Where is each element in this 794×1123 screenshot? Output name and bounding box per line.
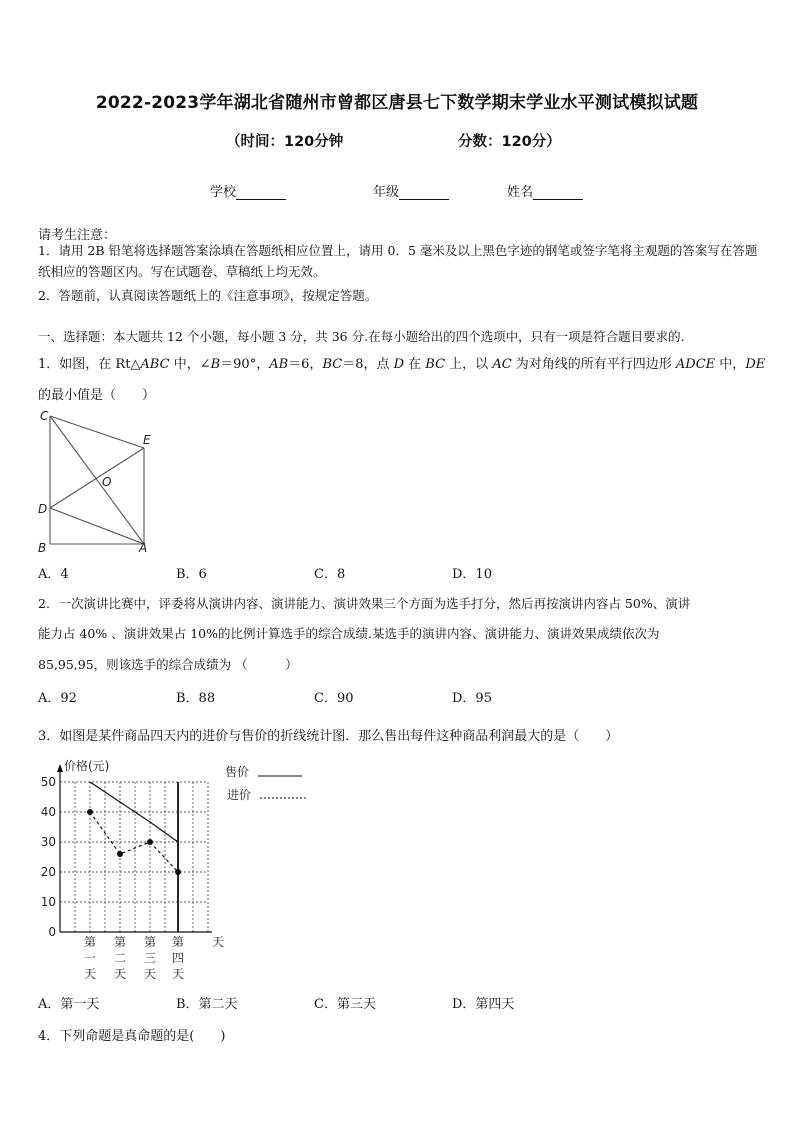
q1-option-c[interactable]: C．8 [314,567,346,582]
grade-blank[interactable] [399,186,449,200]
x-tick-label-char: 天 [83,967,97,981]
grade-label: 年级 [373,185,400,200]
q3-stem: 3．如图是某件商品四天内的进价与售价的折线统计图．那么售出每件这种商品利润最大的是（ ） [38,729,619,744]
section-heading: 一、选择题：本大题共 12 个小题，每小题 3 分，共 36 分.在每小题给出的四个选项中，只有一项是符合题目要求的. [38,329,685,344]
q1-stem-line1: 1．如图，在 Rt△ABC 中，∠B＝90°，AB＝6，BC＝8，点 D 在 BC 上，以 AC 为对角线的所有平行四边形 ADCE 中，DE [38,357,766,372]
q2-option-b[interactable]: B．88 [176,691,216,706]
y-tick-label: 0 [48,925,56,939]
notice-item-1: 1．请用 2B 铅笔将选择题答案涂填在答题纸相应位置上，请用 0．5 毫米及以上黑色字迹的钢笔或签字笔将主观题的答案写在答题纸相应的答题区内。写在试题卷、草稿纸上均无效。 [38,243,758,279]
q2-stem-line1: 2．一次演讲比赛中，评委将从演讲内容、演讲能力、演讲效果三个方面为选手打分，然后再按演讲内容占 50%、演讲 [38,596,691,611]
label-b: B [38,541,47,555]
y-axis-title: 价格(元) [64,759,110,773]
x-tick-label-char: 天 [171,967,185,981]
chart-grid [60,782,208,932]
notice-heading: 请考生注意： [38,228,117,243]
q2-option-d[interactable]: D．95 [452,691,492,706]
q1-option-b[interactable]: B．6 [176,567,207,582]
notice-item-2: 2．答题前，认真阅读答题纸上的《注意事项》，按规定答题。 [38,288,378,303]
exam-time: （时间：120分钟 [226,134,344,150]
q3-price-line-chart [30,752,330,984]
q4-stem: 4．下列命题是真命题的是( ) [38,1029,226,1044]
x-tick-label-char: 天 [143,967,157,981]
legend-label-cost: 进价 [227,788,252,802]
grade-field [373,181,449,200]
school-label: 学校 [210,185,237,200]
cost-point [87,809,93,815]
q3-option-a[interactable]: A．第一天 [38,997,100,1012]
school-blank[interactable] [236,186,286,200]
school-field [210,181,286,200]
x-tick-label-char: 第 [83,935,97,949]
q2-option-c[interactable]: C．90 [314,691,354,706]
label-d: D [38,502,48,516]
cost-point [175,869,181,875]
page-title: 2022-2023学年湖北省随州市曾都区唐县七下数学期末学业水平测试模拟试题 [95,93,699,113]
name-blank[interactable] [533,186,583,200]
segment-da [50,508,144,544]
name-field [507,181,583,200]
x-tick-label-char: 第 [113,935,127,949]
q3-option-b[interactable]: B．第二天 [176,997,238,1012]
cost-point [147,839,153,845]
y-tick-label: 20 [40,865,56,879]
exam-score: 分数：120分） [458,134,561,150]
segment-ca [50,416,144,544]
cost-point [117,851,123,857]
q2-stem-line2: 能力占 40% 、演讲效果占 10%的比例计算选手的综合成绩.某选手的演讲内容、演讲能力、演讲效果成绩依次为 [38,626,660,641]
label-c: C [40,409,49,423]
y-tick-label: 40 [40,805,56,819]
legend-label-sale: 售价 [225,765,250,779]
label-a: A [139,541,148,555]
chart-series [87,782,181,875]
q1-geometry-figure [34,406,164,556]
x-axis-title: 天 [212,935,225,949]
label-e: E [143,433,151,447]
y-tick-label: 10 [40,895,56,909]
q1-option-a[interactable]: A．4 [38,567,69,582]
chart-labels [41,758,306,981]
x-tick-label-char: 天 [113,967,127,981]
q1-stem-line2: 的最小值是（ ） [38,388,156,403]
y-tick-label: 30 [40,835,56,849]
x-tick-label-char: 三 [143,951,157,965]
x-tick-label-char: 第 [143,935,157,949]
q3-option-d[interactable]: D．第四天 [452,997,515,1012]
x-tick-label-char: 一 [83,951,97,965]
q2-stem-line3: 85,95,95，则该选手的综合成绩为 （ ） [38,657,298,672]
q1-option-d[interactable]: D．10 [452,567,492,582]
y-tick-label: 50 [40,775,56,789]
label-o: O [102,475,112,489]
name-label: 姓名 [507,185,534,200]
y-axis-arrow [57,764,63,772]
q3-option-c[interactable]: C．第三天 [314,997,376,1012]
x-tick-label-char: 二 [113,951,127,965]
segment-ce [50,416,144,448]
x-tick-label-char: 四 [171,951,185,965]
segment-de [50,448,144,508]
q2-option-a[interactable]: A．92 [38,691,77,706]
x-tick-label-char: 第 [171,935,185,949]
